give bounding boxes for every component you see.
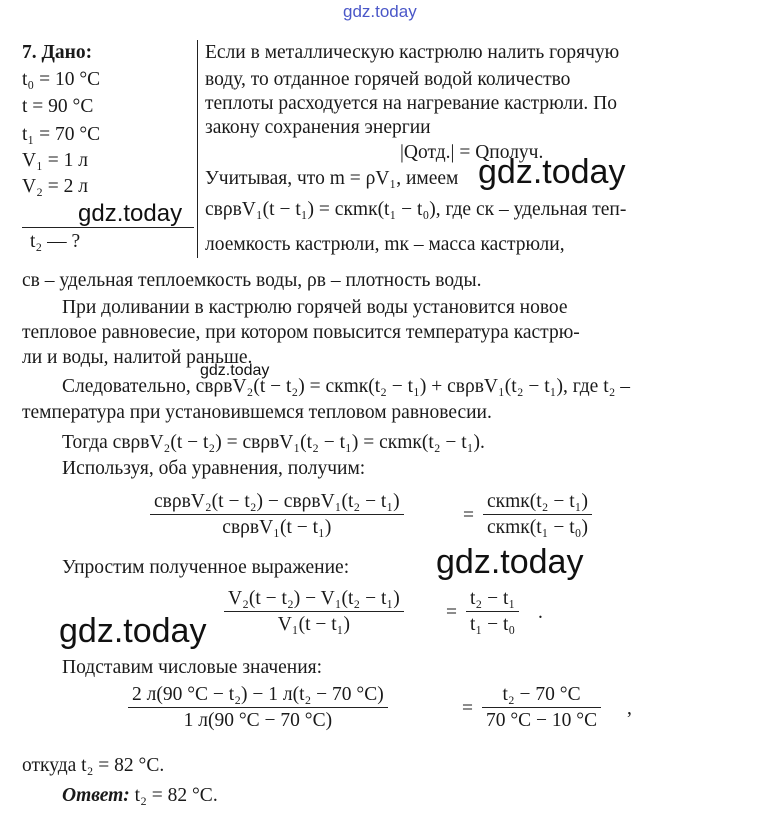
given-item: V₂ = 2 л [22, 176, 88, 197]
equals-sign: = [446, 602, 457, 623]
text-line: воду, то отданное горячей водой количество [205, 69, 571, 90]
given-item: t = 90 °С [22, 96, 94, 117]
given-item: V₁ = 1 л [22, 150, 88, 171]
numerator: 2 л(90 °С − t₂) − 1 л(t₂ − 70 °С) [128, 684, 388, 708]
text-line: температура при установившемся тепловом равновесии. [22, 402, 492, 423]
watermark: gdz.today [436, 543, 584, 581]
text-line: лоемкость кастрюли, mк – масса кастрюли, [205, 234, 565, 255]
answer-line [62, 785, 218, 807]
numerator: t₂ − t₁ [466, 588, 519, 612]
fraction-right [466, 588, 519, 636]
vertical-divider [197, 40, 198, 258]
denominator: 70 °С − 10 °С [486, 710, 598, 731]
denominator: V₁(t − t₁) [277, 614, 350, 635]
text-line: ли и воды, налитой раньше. [22, 347, 253, 368]
formula: |Qотд.| = Qполуч. [400, 142, 544, 163]
fraction-left [224, 588, 404, 636]
denominator: cвρвV₁(t − t₁) [222, 517, 332, 538]
fraction-left [150, 491, 404, 539]
given-header [22, 42, 92, 64]
numerator: t₂ − 70 °С [482, 684, 601, 708]
watermark: gdz.today [200, 362, 270, 379]
given-label: Дано: [41, 42, 93, 63]
denominator: cкmк(t₁ − t₀) [487, 517, 588, 538]
answer-value: t₂ = 82 °С. [134, 785, 218, 806]
fraction-right [482, 684, 601, 732]
text-line: теплоты расходуется на нагревание кастрюли. По [205, 93, 617, 114]
text-line: Если в металлическую кастрюлю налить горячую [205, 42, 620, 63]
watermark: gdz.today [59, 612, 207, 650]
problem-number: 7. [22, 42, 37, 63]
equals-sign: = [463, 505, 474, 526]
denominator: 1 л(90 °С − 70 °С) [183, 710, 333, 731]
given-divider [22, 227, 194, 228]
text-line: Следовательно, cвρвV₂(t − t₂) = cкmк(t₂ − t₁) + cвρвV₁(t₂ − t₁), где t₂ – [62, 376, 631, 397]
fraction-left [128, 684, 388, 732]
given-item: t₁ = 70 °С [22, 124, 101, 145]
find-label: t₂ — ? [30, 231, 81, 252]
result-line: откуда t₂ = 82 °С. [22, 755, 165, 776]
text-line: Упростим полученное выражение: [62, 557, 350, 578]
text-line: Учитывая, что m = ρV₁, имеем [205, 168, 459, 189]
text-line: Тогда cвρвV₂(t − t₂) = cвρвV₁(t₂ − t₁) = cкmк(t₂ − t₁). [62, 432, 485, 453]
text-line: тепловое равновесие, при котором повысится температура кастрю- [22, 322, 580, 343]
watermark: gdz.today [478, 153, 626, 191]
punctuation: . [538, 602, 543, 623]
equals-sign: = [462, 698, 473, 719]
answer-label: Ответ: [62, 785, 130, 806]
text-line: Используя, оба уравнения, получим: [62, 458, 366, 479]
text-line: cв – удельная теплоемкость воды, ρв – плотность воды. [22, 270, 482, 291]
text-line: cвρвV₁(t − t₁) = cкmк(t₁ − t₀), где cк – удельная теп- [205, 199, 627, 220]
numerator: cкmк(t₂ − t₁) [483, 491, 592, 515]
given-item: t₀ = 10 °С [22, 69, 101, 90]
fraction-right [483, 491, 592, 539]
punctuation: , [627, 698, 632, 719]
numerator: cвρвV₂(t − t₂) − cвρвV₁(t₂ − t₁) [150, 491, 404, 515]
text-line: закону сохранения энергии [205, 117, 431, 138]
text-line: При доливании в кастрюлю горячей воды установится новое [62, 297, 568, 318]
denominator: t₁ − t₀ [470, 614, 516, 635]
watermark-top: gdz.today [343, 2, 417, 21]
numerator: V₂(t − t₂) − V₁(t₂ − t₁) [224, 588, 404, 612]
text-line: Подставим числовые значения: [62, 657, 323, 678]
watermark: gdz.today [78, 200, 183, 227]
